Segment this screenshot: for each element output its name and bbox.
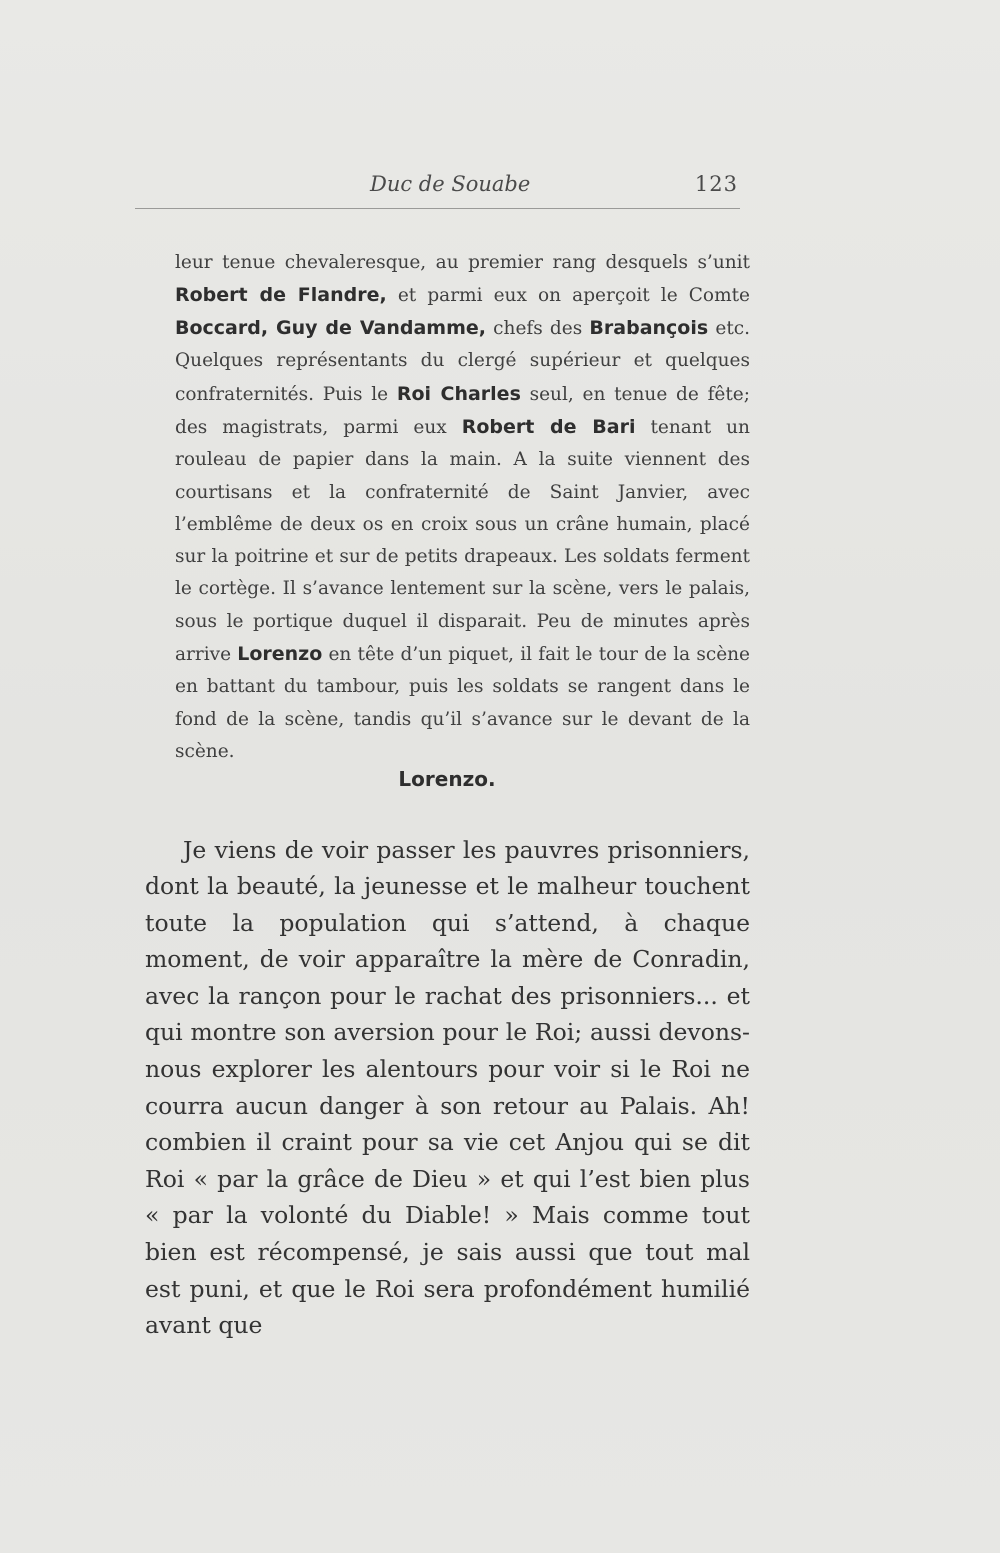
stage-text: seul, en tenue de fête; des magistrats, parmi eux (175, 383, 750, 438)
character-name: Lorenzo (237, 643, 323, 666)
stage-text: leur tenue chevaleresque, au premier rang desquels s’unit (175, 251, 750, 273)
stage-text: tenant un rouleau de papier dans la main. A la suite viennent des courtisans et la confraternité de Saint Janvier, avec l’emblême de deux os en croix sous un crâne humain, placé sur la poitrine et sur de petits drapeaux. Les soldats ferment le cortège. Il s’avance lentement sur la scène, vers le palais, sous le portique duquel il disparait. Peu de minutes après arrive (175, 416, 750, 666)
running-head (135, 168, 740, 209)
character-name: Roi Charles (396, 382, 521, 405)
stage-directions (175, 247, 750, 769)
speech-text: Je viens de voir passer les pauvres prisonniers, dont la beauté, la jeunesse et le malheur touchent toute la population qui s’attend, à chaque moment, de voir apparaître la mère de Conradin, avec la rançon pour le rachat des prisonniers... et qui montre son aversion pour le Roi; aussi devons-nous explorer les alentours pour voir si le Roi ne courra aucun danger à son retour au Palais. Ah! combien il craint pour sa vie cet Anjou qui se dit Roi « par la grâce de Dieu » et qui l’est bien plus « par la volonté du Diable! » Mais comme tout bien est récompensé, je sais aussi que tout mal est puni, et que le Roi sera profondément humilié avant que (145, 835, 750, 1340)
stage-text: chefs des (485, 318, 590, 340)
character-name: Boccard, Guy de Vandamme, (175, 317, 486, 340)
running-title: Duc de Souabe (370, 172, 531, 196)
stage-text: et parmi eux on aperçoit le Comte (386, 284, 750, 306)
stage-text: etc. Quelques représentants du clergé supérieur et quelques confraternités. Puis le (175, 318, 751, 405)
character-name: Robert de Flandre, (175, 283, 387, 306)
character-name: Robert de Bari (461, 415, 636, 438)
page-number: 123 (694, 172, 738, 196)
speaker-name: Lorenzo. (398, 767, 496, 791)
stage-text: en tête d’un piquet, il fait le tour de la scène en battant du tambour, puis les soldats se rangent dans le fond de la scène, tandis qu’il s’avance sur le devant de la scène. (175, 644, 750, 762)
character-name: Brabançois (589, 317, 709, 340)
